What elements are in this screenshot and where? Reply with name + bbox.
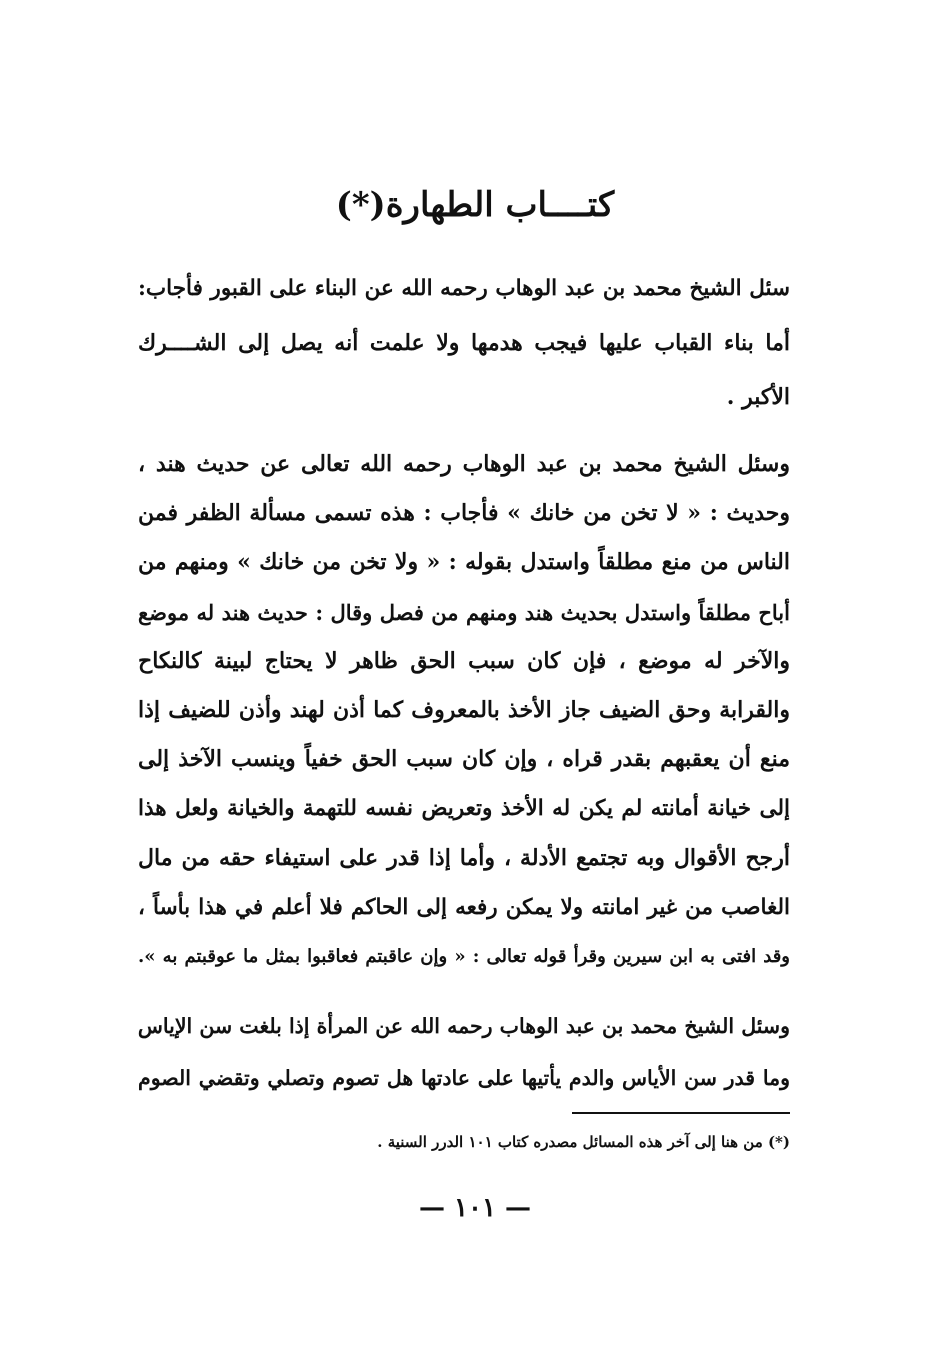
paragraph-line: وحديث : « لا تخن من خانك » فأجاب : هذه تسمى مسألة الظفر فمن — [138, 500, 790, 527]
paragraph-line: وما قدر سن الأياس والدم يأتيها على عادتها هل تصوم وتصلي وتقضي الصوم — [138, 1066, 790, 1090]
paragraph-line: الغاصب من غير امانته ولا يمكن رفعه إلى الحاكم فلا أعلم في هذا بأساً ، — [138, 894, 790, 920]
paragraph-1 — [138, 262, 790, 424]
paragraph-line: أما بناء القباب عليها فيجب هدمها ولا علمت أنه يصل إلى الشــــرك — [138, 330, 790, 356]
footnote: (*) من هنا إلى آخر هذه المسائل مصدره كتاب ١٠١ الدرر السنية . — [377, 1133, 790, 1151]
paragraph-line: الناس من منع مطلقاً واستدل بقوله : « ولا تخن من خانك » ومنهم من — [138, 549, 790, 576]
paragraph-line: وسئل الشيخ محمد بن عبد الوهاب رحمه الله تعالى عن حديث هند ، — [138, 451, 790, 477]
paragraph-line: منع أن يعقبهم بقدر قراه ، وإن كان سبب الحق خفياً وينسب الآخذ إلى — [138, 746, 790, 773]
page-title: كتــــاب الطهارة(*) — [335, 185, 615, 225]
paragraph-3 — [138, 1000, 790, 1104]
paragraph-line: إلى خيانة أمانته لم يكن له الأخذ وتعريض نفسه للتهمة والخيانة ولعل هذا — [138, 796, 790, 822]
paragraph-line: أباح مطلقاً واستدل بحديث هند ومنهم من فصل وقال : حديث هند له موضع — [138, 599, 790, 625]
paragraph-line: الأكبر . — [726, 384, 790, 410]
paragraph-line: وسئل الشيخ محمد بن عبد الوهاب رحمه الله عن المرأة إذا بلغت سن الإياس — [138, 1014, 790, 1038]
paragraph-line: والآخر له موضع ، فإن كان سبب الحق ظاهر لا يحتاج لبينة كالنكاح — [138, 647, 790, 674]
paragraph-line: والقرابة وحق الضيف جاز الأخذ بالمعروف كما أذن لهند وأذن للضيف إذا — [138, 697, 790, 724]
page-number: — ١٠١ — — [418, 1193, 532, 1223]
paragraph-line: سئل الشيخ محمد بن عبد الوهاب رحمه الله عن البناء على القبور فأجاب: — [138, 276, 790, 301]
paragraph-2 — [138, 440, 790, 981]
footnote-divider — [572, 1112, 790, 1114]
paragraph-line: أرجح الأقوال وبه تجتمع الأدلة ، وأما إذا قدر على استيفاء حقه من مال — [138, 844, 790, 871]
paragraph-line: وقد افتى به ابن سيرين وقرأ قوله تعالى : « وإن عاقبتم فعاقبوا بمثل ما عوقبتم به ». — [138, 946, 790, 968]
